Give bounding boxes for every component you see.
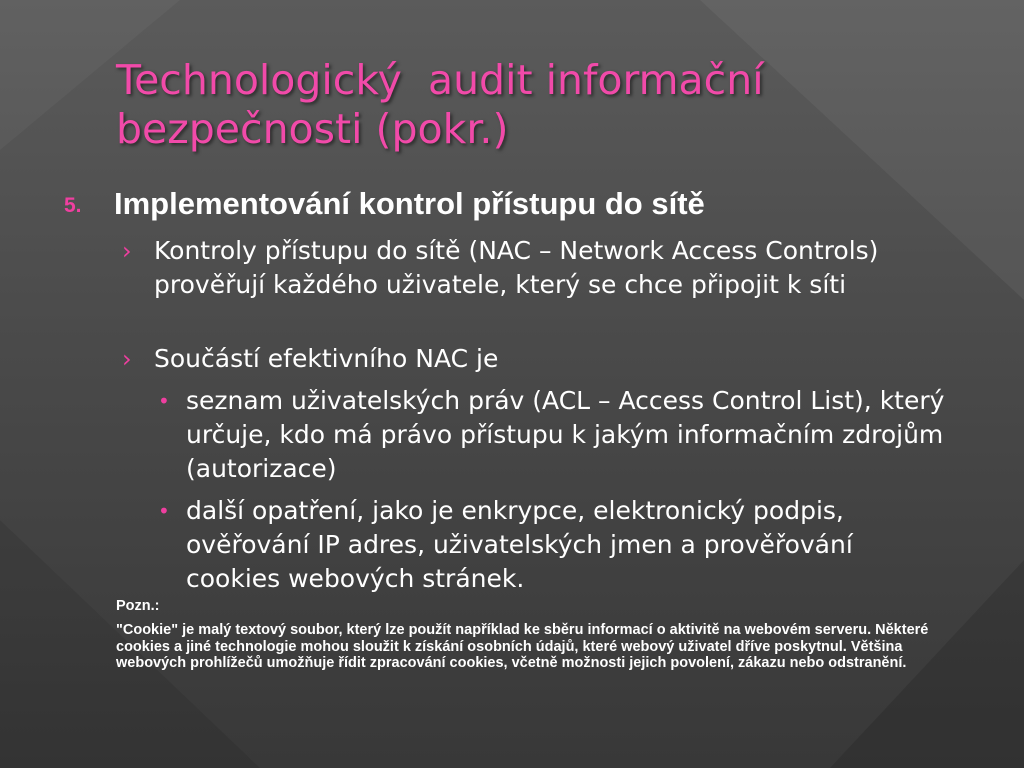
note-text: "Cookie" je malý textový soubor, který lze použít například ke sběru informací o aktivitě na webovém serveru. Některé cookies a jiné technologie mohou sloužit k získání osobních údajů, které webový uživatel dříve poskytnul. Většina webových prohlížečů umožňuje řídit zpracování cookies, včetně možnosti jejich povolení, zákazu nebo odstranění. <box>116 622 929 671</box>
note-label: Pozn.: <box>116 598 160 614</box>
bullet-text: Součástí efektivního NAC je <box>154 344 499 373</box>
chevron-bullet-icon: › <box>122 345 132 373</box>
sub-bullet-text: další opatření, jako je enkrypce, elektronický podpis, ověřování IP adres, uživatelských jmen a prověřování cookies webových stránek. <box>186 496 853 593</box>
bullet-text: Kontroly přístupu do sítě (NAC – Network Access Controls) prověřují každého uživatele, který se chce připojit k síti <box>154 236 879 299</box>
slide-title: Technologický audit informační bezpečnosti (pokr.) <box>116 56 764 153</box>
dot-bullet-icon: • <box>158 389 170 413</box>
heading-number: 5. <box>64 194 82 217</box>
sub-bullet-text: seznam uživatelských práv (ACL – Access Control List), který určuje, kdo má právo přístupu k jakým informačním zdrojům (autorizace) <box>186 386 945 483</box>
heading-text: Implementování kontrol přístupu do sítě <box>114 186 705 221</box>
chevron-bullet-icon: › <box>122 237 132 265</box>
dot-bullet-icon: • <box>158 499 170 523</box>
